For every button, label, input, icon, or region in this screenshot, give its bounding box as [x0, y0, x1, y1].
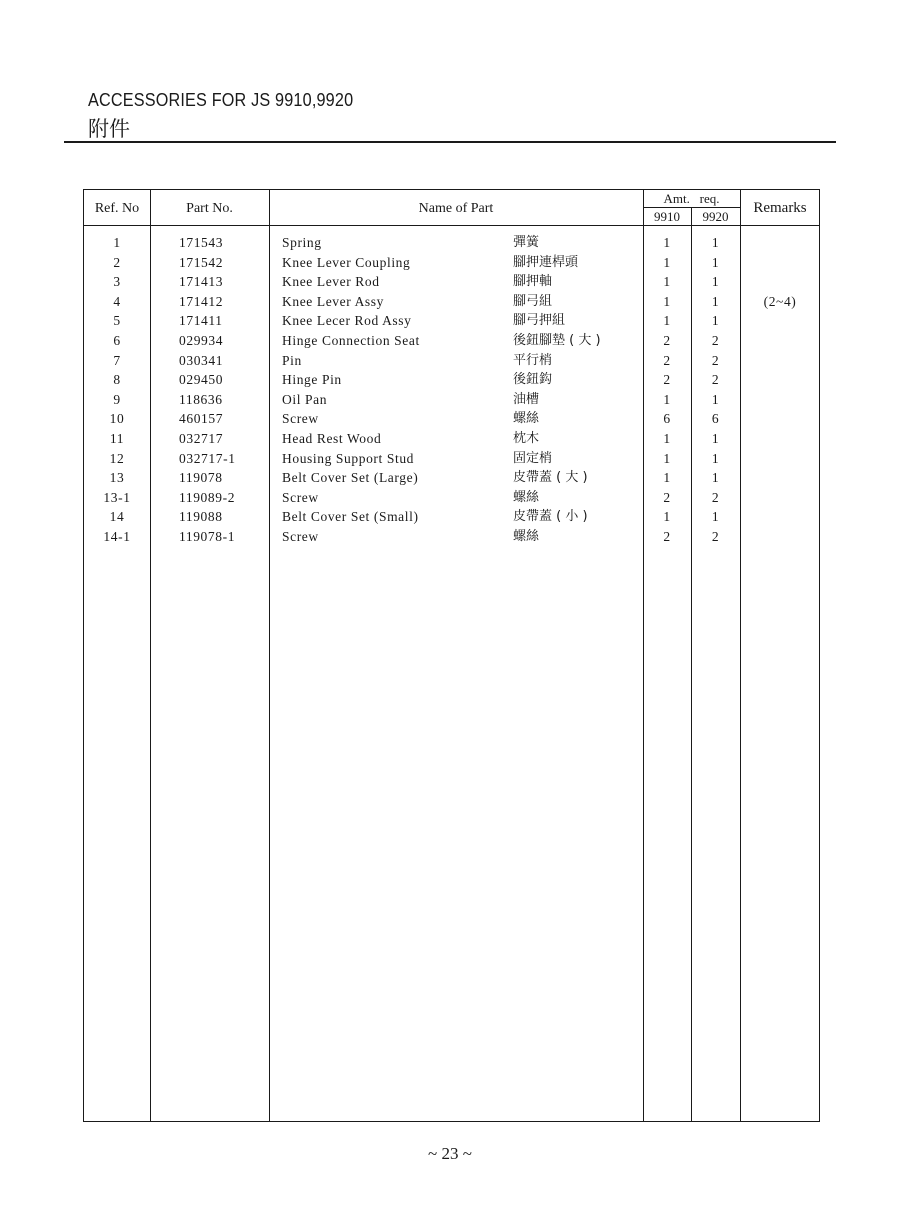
cell-part-name: Knee Lever Assy — [282, 293, 384, 309]
cell-qty-9920: 1 — [711, 470, 720, 486]
header-ref-no: Ref. No — [94, 201, 140, 216]
cell-qty-9920: 2 — [711, 489, 720, 505]
cell-qty-9910: 6 — [663, 411, 671, 427]
header-model-9920: 9920 — [702, 209, 729, 224]
cell-qty-9920: 2 — [711, 352, 720, 368]
cell-part-name: Pin — [282, 352, 302, 368]
cell-part-no: 029934 — [179, 333, 224, 348]
cell-part-name-chinese: 皮帶蓋 ( 大 ) — [513, 470, 588, 486]
cell-qty-9910: 2 — [663, 529, 671, 544]
header-rule — [64, 141, 836, 143]
header-part-no: Part No. — [186, 201, 233, 216]
cell-part-name-chinese: 後鈕腳墊 ( 大 ) — [513, 333, 601, 348]
cell-ref-no: 9 — [113, 391, 121, 407]
cell-part-name-chinese: 螺絲 — [513, 529, 540, 544]
column-divider — [740, 190, 741, 1121]
page-number: ~ 23 ~ — [428, 1144, 472, 1163]
cell-qty-9920: 1 — [711, 313, 720, 329]
cell-qty-9910: 2 — [663, 333, 671, 348]
cell-part-name-chinese: 螺絲 — [513, 489, 540, 505]
cell-part-name: Hinge Pin — [282, 372, 342, 388]
cell-ref-no: 8 — [113, 372, 121, 388]
cell-part-name-chinese: 腳弓組 — [513, 293, 553, 309]
cell-ref-no: 7 — [113, 352, 121, 368]
cell-qty-9920: 1 — [711, 450, 720, 466]
header-model-9910: 9910 — [654, 209, 680, 224]
cell-qty-9920: 1 — [711, 254, 720, 270]
cell-qty-9920: 2 — [711, 372, 720, 388]
cell-ref-no: 13-1 — [103, 489, 131, 505]
cell-part-no: 118636 — [179, 391, 223, 407]
page-title: ACCESSORIES FOR JS 9910,9920 — [88, 90, 354, 110]
cell-part-name-chinese: 皮帶蓋 ( 小 ) — [513, 509, 588, 525]
cell-part-no: 030341 — [179, 352, 224, 368]
cell-qty-9920: 1 — [711, 391, 720, 407]
column-divider — [150, 190, 151, 1121]
cell-part-no: 032717 — [179, 431, 224, 446]
cell-qty-9910: 2 — [663, 489, 671, 505]
cell-ref-no: 13 — [109, 470, 125, 486]
cell-ref-no: 11 — [109, 431, 125, 446]
cell-part-name: Belt Cover Set (Small) — [282, 509, 419, 525]
cell-part-name: Knee Lever Rod — [282, 274, 380, 290]
cell-qty-9920: 6 — [711, 411, 720, 427]
cell-part-name: Housing Support Stud — [282, 450, 415, 466]
cell-part-no: 119089-2 — [179, 489, 236, 505]
cell-ref-no: 14-1 — [103, 529, 131, 544]
cell-ref-no: 6 — [113, 333, 121, 348]
cell-part-name: Belt Cover Set (Large) — [282, 470, 419, 486]
cell-part-no: 171411 — [179, 313, 223, 329]
cell-part-name: Screw — [282, 489, 319, 505]
cell-part-name: Knee Lever Coupling — [282, 254, 411, 270]
cell-part-no: 171542 — [179, 254, 224, 270]
cell-ref-no: 2 — [113, 254, 121, 270]
cell-remarks: (2~4) — [763, 293, 797, 309]
cell-part-no: 171412 — [179, 293, 224, 309]
header-name-of-part: Name of Part — [418, 201, 494, 216]
cell-qty-9910: 1 — [663, 254, 671, 270]
cell-part-no: 119078-1 — [179, 529, 236, 544]
cell-part-name-chinese: 後鈕鈎 — [513, 372, 553, 388]
cell-qty-9910: 2 — [663, 352, 671, 368]
cell-ref-no: 12 — [109, 450, 125, 466]
cell-part-name: Head Rest Wood — [282, 431, 382, 446]
header-amt-req: Amt. req. — [663, 191, 720, 206]
cell-qty-9910: 1 — [663, 235, 671, 250]
cell-part-name: Screw — [282, 529, 319, 544]
cell-part-no: 171543 — [179, 235, 224, 250]
cell-qty-9910: 1 — [663, 313, 671, 329]
cell-qty-9910: 1 — [663, 391, 671, 407]
cell-qty-9920: 2 — [711, 529, 720, 544]
cell-qty-9920: 1 — [711, 274, 720, 290]
cell-part-no: 460157 — [179, 411, 224, 427]
cell-part-name: Hinge Connection Seat — [282, 333, 420, 348]
cell-part-name-chinese: 油槽 — [513, 391, 540, 407]
page-title-chinese: 附件 — [88, 117, 130, 141]
cell-qty-9910: 1 — [663, 274, 671, 290]
cell-qty-9910: 1 — [663, 470, 671, 486]
cell-part-no: 119078 — [179, 470, 223, 486]
cell-part-name: Knee Lecer Rod Assy — [282, 313, 412, 329]
cell-part-name-chinese: 固定梢 — [513, 450, 553, 466]
cell-part-name-chinese: 腳弓押組 — [513, 313, 566, 329]
cell-ref-no: 1 — [113, 235, 121, 250]
cell-part-name-chinese: 枕木 — [513, 431, 540, 446]
column-divider — [269, 190, 270, 1121]
cell-qty-9910: 1 — [663, 293, 671, 309]
cell-part-no: 171413 — [179, 274, 224, 290]
cell-ref-no: 4 — [113, 293, 121, 309]
cell-ref-no: 10 — [109, 411, 125, 427]
cell-part-name-chinese: 腳押連桿頭 — [513, 254, 579, 270]
cell-part-no: 032717-1 — [179, 450, 236, 466]
cell-qty-9920: 1 — [711, 509, 720, 525]
cell-part-name-chinese: 腳押軸 — [513, 274, 553, 290]
cell-ref-no: 3 — [113, 274, 121, 290]
parts-table — [83, 189, 820, 1122]
cell-ref-no: 5 — [113, 313, 121, 329]
cell-part-name: Spring — [282, 235, 322, 250]
cell-qty-9920: 1 — [711, 293, 720, 309]
cell-qty-9910: 1 — [663, 450, 671, 466]
cell-part-name: Oil Pan — [282, 391, 328, 407]
cell-qty-9910: 1 — [663, 509, 671, 525]
cell-qty-9910: 1 — [663, 431, 671, 446]
cell-qty-9920: 1 — [711, 431, 720, 446]
header-remarks: Remarks — [753, 200, 807, 216]
cell-qty-9920: 2 — [711, 333, 720, 348]
cell-part-no: 119088 — [179, 509, 223, 525]
cell-part-name: Screw — [282, 411, 319, 427]
cell-qty-9920: 1 — [711, 235, 720, 250]
cell-qty-9910: 2 — [663, 372, 671, 388]
cell-ref-no: 14 — [109, 509, 125, 525]
cell-part-no: 029450 — [179, 372, 224, 388]
cell-part-name-chinese: 平行梢 — [513, 352, 553, 368]
cell-part-name-chinese: 彈簧 — [513, 235, 540, 250]
cell-part-name-chinese: 螺絲 — [513, 411, 540, 427]
